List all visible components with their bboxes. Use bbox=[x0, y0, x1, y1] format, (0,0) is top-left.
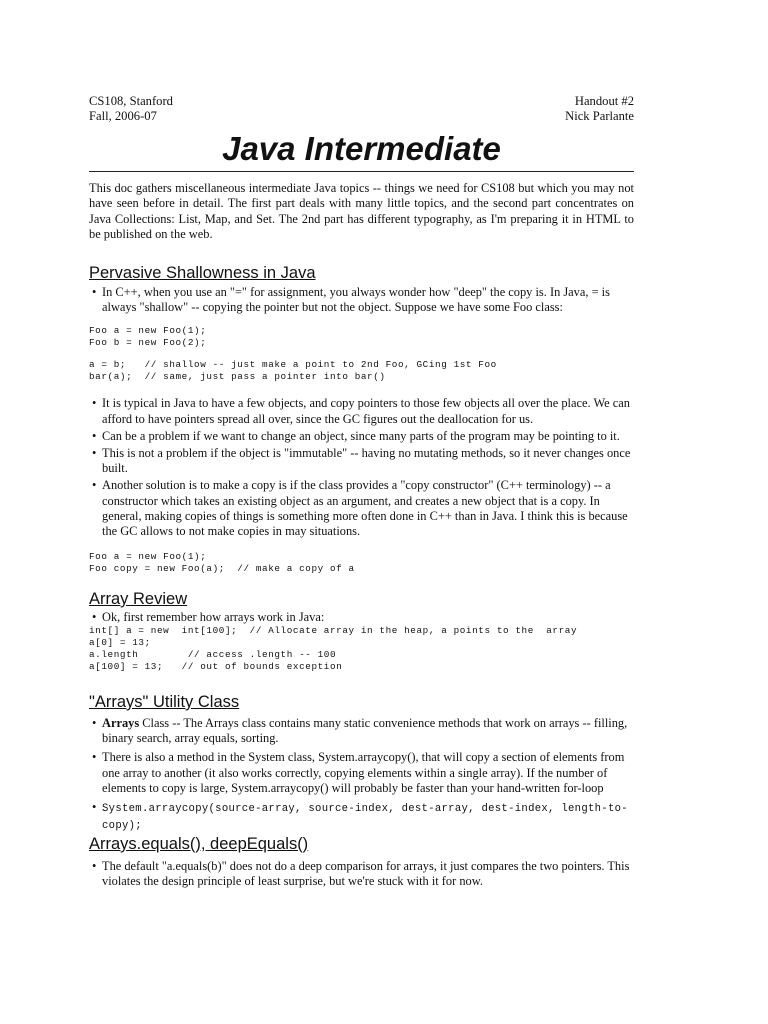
heading-text: Arrays.equals(), deepEquals() bbox=[89, 835, 309, 853]
bullet-text: Class -- The Arrays class contains many static convenience methods that work on arrays -- filling, binary search, array equals, sorting. bbox=[102, 716, 628, 746]
bullet-text: There is also a method in the System class, System.arraycopy(), that will copy a section of elements from one array to another (it also works correctly, copying elements within a single array). If the number of elements to copy is large, System.arraycopy() will probably be faster than your hand-written for-loop bbox=[102, 750, 625, 795]
bullet-item: • It is typical in Java to have a few objects, and copy pointers to those few objects all over the place. We can afford to have pointers spread all over, since the GC figures out the deallocation for us. bbox=[92, 396, 630, 426]
section-shallowness bbox=[89, 263, 634, 575]
bullet-text: The default "a.equals(b)" does not do a deep comparison for arrays, it just compares the two pointers. This violates the design principle of least surprise, but we're stuck with it for now. bbox=[102, 859, 630, 889]
section-heading bbox=[89, 834, 634, 854]
bullet-item: • System.arraycopy(source-array, source-index, dest-array, dest-index, length-to-copy); bbox=[92, 800, 628, 833]
bullet-bold-text: Arrays bbox=[102, 716, 140, 730]
bullet-text: In C++, when you use an "=" for assignment, you always wonder how "deep" the copy is. In Java, = is always "shallow" -- copying the pointer but not the object. Suppose we have some Foo class: bbox=[102, 285, 610, 315]
bullet-item: • There is also a method in the System class, System.arraycopy(), that will copy a section of elements from one array to another (it also works correctly, copying elements within a single array). If the number of elements to copy is large, System.arraycopy() will probably be faster than your hand-written for-loop bbox=[92, 750, 625, 795]
section-arrays-equals bbox=[89, 834, 634, 889]
section-heading bbox=[89, 263, 634, 283]
intro-paragraph: This doc gathers miscellaneous intermediate Java topics -- things we need for CS108 but which you may not have seen before in detail. The first part deals with many little topics, and the second part concentrates on Java Collections: List, Map, and Set. The 2nd part has different typography, as I'm preparing it in HTML to be published on the web. bbox=[89, 181, 634, 241]
title-rule bbox=[89, 171, 634, 172]
section-arrays-utility bbox=[89, 692, 634, 834]
course-name: CS108, Stanford bbox=[89, 94, 173, 108]
term: Fall, 2006-07 bbox=[89, 109, 157, 123]
section-heading bbox=[89, 692, 634, 712]
code-block: a = b; // shallow -- just make a point to 2nd Foo, GCing 1st Foo bar(a); // same, just pass a pointer into bar() bbox=[89, 359, 497, 383]
header-right bbox=[565, 94, 634, 124]
document-page bbox=[89, 94, 634, 242]
bullet-item: • Another solution is to make a copy is if the class provides a "copy constructor" (C++ terminology) -- a constructor which takes an existing object as an argument, and creates a new object that is a copy. In general, making copies of things is something more often done in C++ than in Java. I think this is because the GC allows to not make copies in may situations. bbox=[92, 478, 628, 539]
section-array-review bbox=[89, 589, 634, 673]
code-block: Foo a = new Foo(1); Foo b = new Foo(2); bbox=[89, 325, 207, 349]
code-block: int[] a = new int[100]; // Allocate array in the heap, a points to the array a[0] = 13; a.length // access .length -- 100 a[100] = 13; // out of bounds exception bbox=[89, 625, 578, 673]
bullet-text: It is typical in Java to have a few objects, and copy pointers to those few objects all over the place. We can afford to have pointers spread all over, since the GC figures out the deallocation for us. bbox=[102, 396, 630, 426]
bullet-item: • In C++, when you use an "=" for assignment, you always wonder how "deep" the copy is. In Java, = is always "shallow" -- copying the pointer but not the object. Suppose we have some Foo class: bbox=[92, 285, 610, 315]
heading-text: Pervasive Shallowness in Java bbox=[89, 264, 316, 282]
bullet-item: • Arrays Class -- The Arrays class contains many static convenience methods that work on arrays -- filling, binary search, array equals, sorting. bbox=[92, 716, 628, 746]
handout-number: Handout #2 bbox=[574, 94, 634, 108]
bullet-text: Can be a problem if we want to change an object, since many parts of the program may be pointing to it. bbox=[102, 428, 620, 443]
bullet-item: • Ok, first remember how arrays work in Java: bbox=[92, 610, 325, 624]
bullet-text: Ok, first remember how arrays work in Java: bbox=[102, 610, 325, 624]
bullet-code-text: System.arraycopy(source-array, source-index, dest-array, dest-index, length-to-copy); bbox=[102, 803, 628, 833]
bullet-text: This is not a problem if the object is "immutable" -- having no mutating methods, so it never changes once built. bbox=[102, 446, 631, 476]
header bbox=[89, 94, 634, 124]
section-heading bbox=[89, 589, 634, 609]
heading-text: Array Review bbox=[89, 590, 188, 608]
bullet-text: Another solution is to make a copy is if the class provides a "copy constructor" (C++ terminology) -- a constructor which takes an existing object as an argument, and creates a new object that is a copy. In general, making copies of things is something more often done in C++ than in Java. I think this is because the GC allows to not make copies in may situations. bbox=[102, 478, 628, 539]
bullet-item: • Can be a problem if we want to change an object, since many parts of the program may be pointing to it. bbox=[92, 428, 620, 443]
heading-text: "Arrays" Utility Class bbox=[89, 693, 240, 711]
author: Nick Parlante bbox=[565, 109, 634, 123]
code-block: Foo a = new Foo(1); Foo copy = new Foo(a); // make a copy of a bbox=[89, 551, 355, 575]
page-title: Java Intermediate bbox=[222, 130, 501, 167]
header-left bbox=[89, 94, 173, 124]
bullet-item: • This is not a problem if the object is "immutable" -- having no mutating methods, so it never changes once built. bbox=[92, 446, 631, 476]
bullet-item: • The default "a.equals(b)" does not do a deep comparison for arrays, it just compares the two pointers. This violates the design principle of least surprise, but we're stuck with it for now. bbox=[92, 859, 630, 889]
